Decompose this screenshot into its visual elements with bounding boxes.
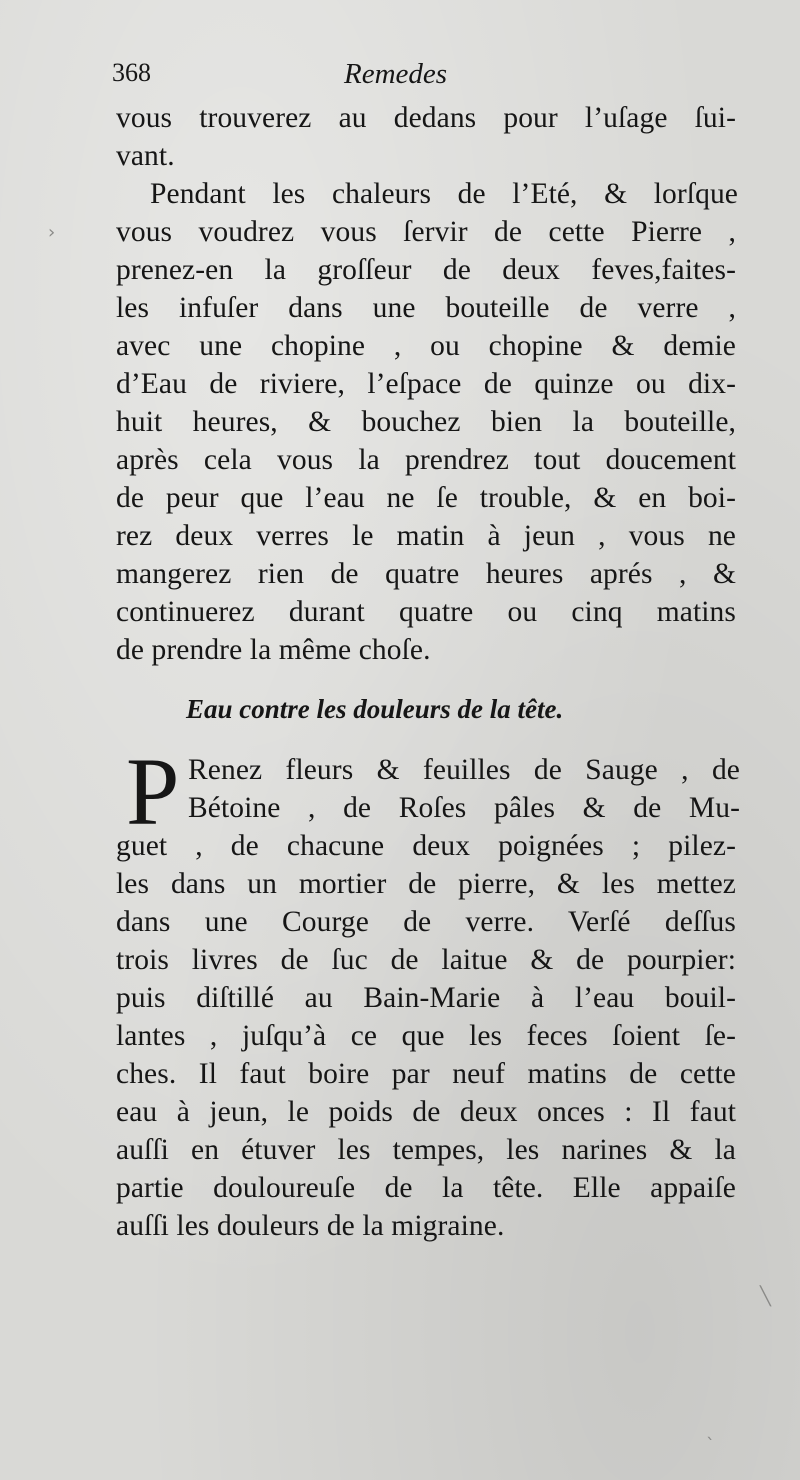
running-title: Remedes (344, 58, 448, 90)
text-line: guet , de chacune deux poignées ; pilez- (116, 830, 736, 862)
text-line: Bétoine , de Roſes pâles & de Mu- (188, 792, 740, 824)
text-line: Pendant les chaleurs de l’Eté, & lorſque (150, 178, 738, 210)
text-line: dans une Courge de verre. Verſé deſſus (116, 906, 736, 938)
text-line: rez deux verres le matin à jeun , vous ne (116, 520, 736, 552)
text-line: après cela vous la prendrez tout doucement (116, 444, 736, 476)
margin-mark: ˎ (706, 1420, 715, 1441)
drop-cap: P (126, 738, 180, 845)
text-line: auſſi les douleurs de la migraine. (116, 1210, 505, 1242)
text-line: les dans un mortier de pierre, & les mettez (116, 868, 736, 900)
text-line: puis diſtillé au Bain-Marie à l’eau bouil- (116, 982, 736, 1014)
text-line: huit heures, & bouchez bien la bouteille, (116, 406, 736, 438)
text-line: partie douloureuſe de la tête. Elle appaiſe (116, 1172, 736, 1204)
margin-mark: › (48, 222, 56, 243)
text-line: prenez-en la groſſeur de deux feves,faites- (116, 254, 736, 286)
text-line: de prendre la même choſe. (116, 634, 431, 666)
text-line: lantes , juſqu’à ce que les feces ſoient ſe- (116, 1020, 736, 1052)
page-number: 368 (112, 58, 151, 87)
text-line: continuerez durant quatre ou cinq matins (116, 596, 736, 628)
text-line: trois livres de ſuc de laitue & de pourpier: (116, 944, 736, 976)
text-line: les infuſer dans une bouteille de verre , (116, 292, 736, 324)
text-line: Renez fleurs & feuilles de Sauge , de (188, 754, 740, 786)
margin-mark: ╲ (760, 1286, 771, 1307)
section-title: Eau contre les douleurs de la tête. (186, 694, 564, 724)
text-line: vant. (116, 140, 175, 172)
text-line: avec une chopine , ou chopine & demie (116, 330, 736, 362)
text-line: mangerez rien de quatre heures aprés , & (116, 558, 736, 590)
text-line: d’Eau de riviere, l’eſpace de quinze ou dix- (116, 368, 736, 400)
text-line: vous voudrez vous ſervir de cette Pierre , (116, 216, 736, 248)
text-line: ches. Il faut boire par neuf matins de cette (116, 1058, 736, 1090)
text-line: eau à jeun, le poids de deux onces : Il faut (116, 1096, 736, 1128)
text-line: auſſi en étuver les tempes, les narines & la (116, 1134, 736, 1166)
text-line: de peur que l’eau ne ſe trouble, & en boi- (116, 482, 736, 514)
text-line: vous trouverez au dedans pour l’uſage ſui- (116, 102, 736, 134)
